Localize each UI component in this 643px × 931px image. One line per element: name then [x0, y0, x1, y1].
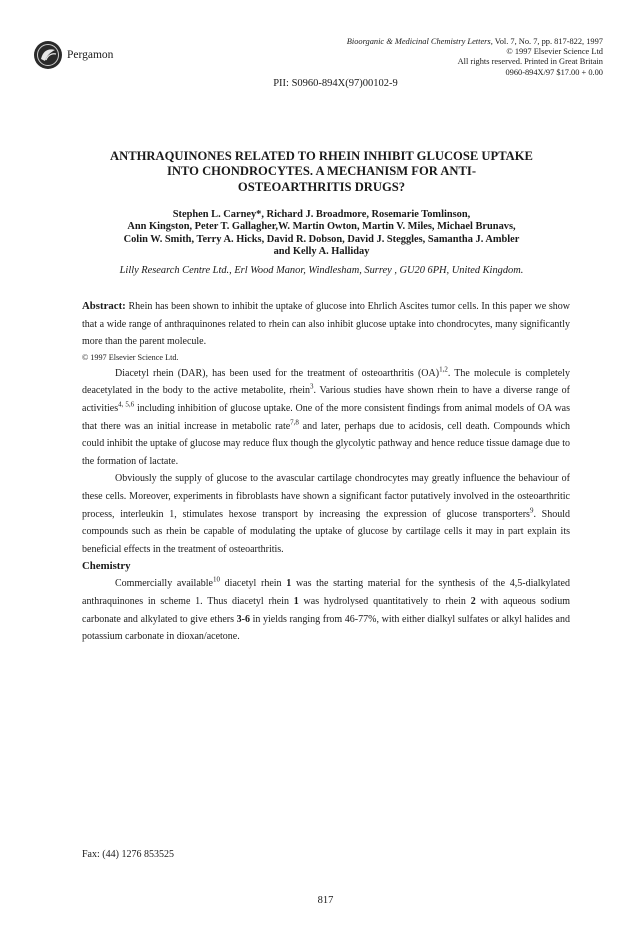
- text-run: Diacetyl rhein (DAR), has been used for the treatment of osteoarthritis (OA): [115, 367, 440, 379]
- compound-number: 1: [293, 595, 299, 607]
- text-run: including inhibition of glucose uptake. One of the more consistent findings from animal models of OA was that there was an initial increase in metabolic rate: [82, 402, 571, 432]
- text-run: in yields ranging from 46-77%, with either dialkyl sulfates or alkyl halides and potassium carbonate in dioxan/acetone.: [82, 613, 570, 643]
- paper-body: [82, 298, 570, 646]
- affiliation: Lilly Research Centre Ltd., Erl Wood Manor, Windlesham, Surrey , GU20 6PH, United Kingdom.: [119, 265, 524, 276]
- pii-identifier: PII: S0960-894X(97)00102-9: [273, 78, 398, 89]
- text-run: Obviously the supply of glucose to the avascular cartilage chondrocytes may greatly influence the behaviour of these cells. Moreover, experiments in fibroblasts have shown a significant factor putatively involved in the osteoarthritic process, interleukin 1, stimulates hexose transport by increasing the expression of glucose transporters: [82, 473, 570, 520]
- reference-superscript: 7,8: [290, 418, 299, 427]
- abstract-copyright: © 1997 Elsevier Science Ltd.: [82, 352, 179, 362]
- author-line: Ann Kingston, Peter T. Gallagher,W. Martin Owton, Martin V. Miles, Michael Brunavs,: [127, 221, 516, 233]
- author-line: Stephen L. Carney*, Richard J. Broadmore, Rosemarie Tomlinson,: [172, 209, 471, 220]
- reference-superscript: 9: [529, 506, 534, 515]
- intro-paragraph-1: [82, 365, 570, 471]
- text-run: Commercially available: [115, 578, 213, 590]
- abstract: [82, 298, 570, 351]
- reference-superscript: 1,2: [439, 365, 448, 374]
- text-run: with aqueous sodium carbonate and alkylated to give ethers: [82, 595, 570, 625]
- citation-copyright: © 1997 Elsevier Science Ltd: [506, 47, 603, 57]
- section-heading-chemistry: Chemistry: [82, 560, 131, 573]
- abstract-text: Rhein has been shown to inhibit the uptake of glucose into Ehrlich Ascites tumor cells. In this paper we show that a wide range of anthraquinones related to rhein can also inhibit glucose uptake into chondrocytes, many significantly more than the parent molecule.: [82, 301, 570, 348]
- paper-title: [60, 149, 583, 195]
- journal-name: Bioorganic & Medicinal Chemistry Letters: [346, 37, 491, 46]
- page-number: 817: [317, 895, 334, 906]
- reference-superscript: 3: [310, 383, 314, 392]
- citation-line: [347, 37, 603, 47]
- compound-number: 1: [286, 578, 292, 590]
- citation-issn: 0960-894X/97 $17.00 + 0.00: [505, 67, 603, 77]
- text-run: was hydrolysed quantitatively to rhein: [298, 595, 471, 607]
- abstract-label: Abstract:: [82, 300, 126, 312]
- text-run: . The molecule is completely deacetylated in the body to the active metabolite, rhein: [82, 367, 570, 397]
- citation-block: [347, 37, 603, 78]
- publisher-name: Pergamon: [67, 49, 114, 61]
- text-run: diacetyl rhein: [219, 578, 287, 590]
- chemistry-paragraph: [82, 575, 570, 645]
- text-run: . Should compounds such as rhein be capable of modulating the uptake of glucose by cartilage cells it may in part explain its beneficial effects in the treatment of osteoarthritis.: [82, 508, 570, 555]
- publisher-logo-icon: [33, 40, 63, 70]
- author-list: [50, 209, 593, 259]
- title-line: ANTHRAQUINONES RELATED TO RHEIN INHIBIT GLUCOSE UPTAKE: [110, 149, 533, 163]
- intro-paragraph-2: [82, 470, 570, 558]
- author-line: and Kelly A. Halliday: [273, 246, 370, 258]
- reference-superscript: 4, 5,6: [118, 400, 135, 409]
- journal-volume: , Vol. 7, No. 7, pp. 817-822, 1997: [490, 37, 603, 46]
- text-run: was the starting material for the synthesis of the 4,5-dialkylated anthraquinones in scheme 1. Thus diacetyl rhein: [82, 578, 570, 607]
- fax-number: Fax: (44) 1276 853525: [82, 849, 174, 860]
- text-run: and later, perhaps due to acidosis, cell death. Compounds which could inhibit the uptake of glucose may reduce flux though the glycolytic pathway and hence reduce tissue damage due to the formation of lactate.: [82, 420, 571, 467]
- compound-number: 3-6: [236, 613, 250, 625]
- reference-superscript: 10: [212, 575, 220, 584]
- title-line: OSTEOARTHRITIS DRUGS?: [237, 179, 406, 194]
- citation-rights: All rights reserved. Printed in Great Britain: [457, 57, 603, 67]
- title-line: INTO CHONDROCYTES. A MECHANISM FOR ANTI-: [166, 164, 477, 179]
- text-run: . Various studies have shown rhein to have a diverse range of activities: [82, 385, 570, 414]
- compound-number: 2: [470, 595, 476, 607]
- author-line: Colin W. Smith, Terry A. Hicks, David R. Dobson, David J. Steggles, Samantha J. Ambler: [123, 233, 520, 245]
